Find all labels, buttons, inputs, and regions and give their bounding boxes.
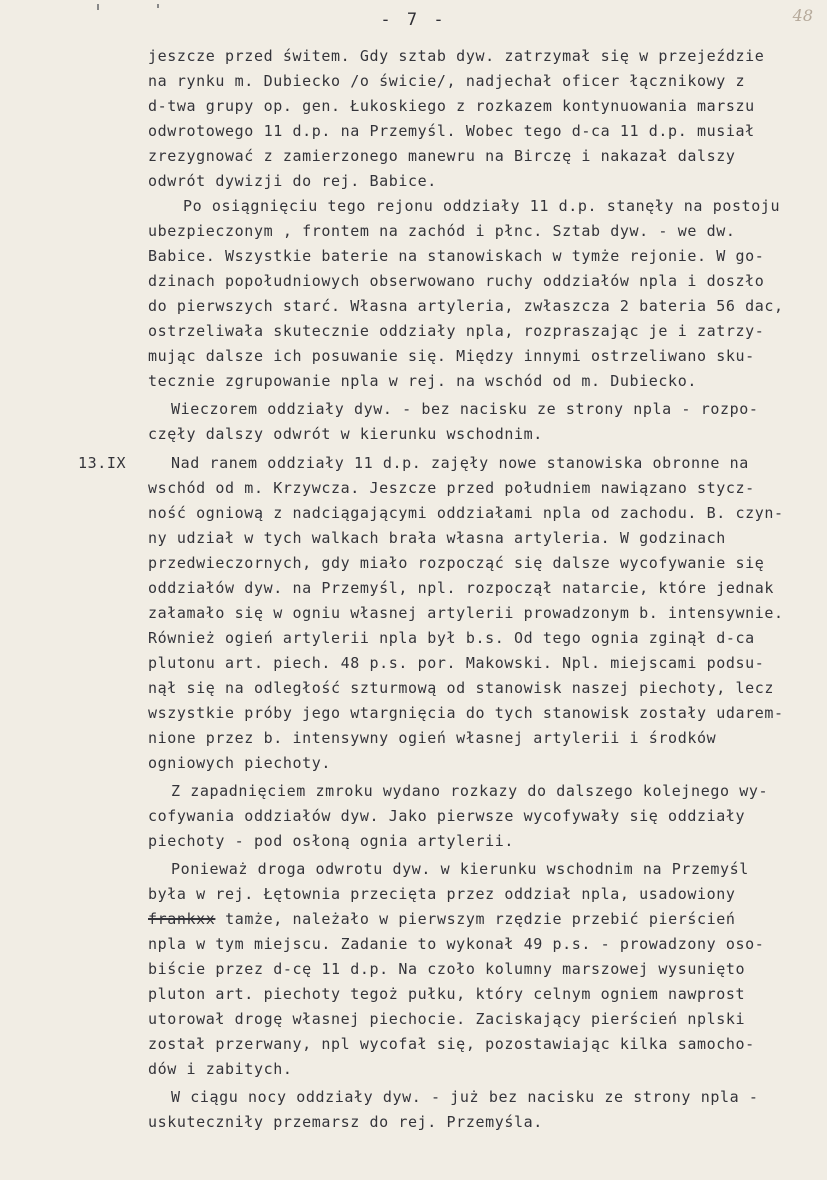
page-number: - 7 - [380, 10, 447, 30]
text-line: ogniowych piechoty. [148, 754, 331, 772]
text-line: na rynku m. Dubiecko /o świcie/, nadjechał oficer łącznikowy z [148, 72, 746, 90]
text-line-rest: tamże, należało w pierwszym rzędzie przebić pierścień [225, 910, 736, 928]
text-line: oddziałów dyw. na Przemyśl, npl. rozpoczął natarcie, które jednak [148, 579, 774, 597]
archive-page-mark: 48 [792, 6, 813, 25]
text-line: piechoty - pod osłoną ognia artylerii. [148, 832, 514, 850]
text-line: nął się na odległość szturmową od stanowisk naszej piechoty, lecz [148, 679, 774, 697]
text-line: ubezpieczonym , frontem na zachód i płnc. Sztab dyw. - we dw. [148, 222, 736, 240]
text-line [148, 909, 736, 929]
text-line: jeszcze przed świtem. Gdy sztab dyw. zatrzymał się w przejeździe [148, 47, 765, 65]
text-line: mując dalsze ich posuwanie się. Między innymi ostrzeliwano sku- [148, 347, 755, 365]
text-line: dów i zabitych. [148, 1060, 293, 1078]
text-line: zrezygnować z zamierzonego manewru na Birczę i nakazał dalszy [148, 147, 736, 165]
text-line: W ciągu nocy oddziały dyw. - już bez nacisku ze strony npla - [171, 1088, 759, 1106]
text-line: ność ogniową z nadciągającymi oddziałami npla od zachodu. B. czyn- [148, 504, 784, 522]
text-line: częły dalszy odwrót w kierunku wschodnim. [148, 425, 543, 443]
text-line: nione przez b. intensywny ogień własnej artylerii i środków [148, 729, 717, 747]
text-line: uskuteczniły przemarsz do rej. Przemyśla. [148, 1113, 543, 1131]
text-line: tecznie zgrupowanie npla w rej. na wschód od m. Dubiecko. [148, 372, 697, 390]
text-line: npla w tym miejscu. Zadanie to wykonał 49 p.s. - prowadzony oso- [148, 935, 765, 953]
date-marker: 13.IX [78, 454, 127, 472]
text-line: Nad ranem oddziały 11 d.p. zajęły nowe stanowiska obronne na [171, 454, 749, 472]
text-line: Również ogień artylerii npla był b.s. Od tego ognia zginął d-ca [148, 629, 755, 647]
text-line: pluton art. piechoty tegoż pułku, który celnym ogniem nawprost [148, 985, 746, 1003]
text-line: Z zapadnięciem zmroku wydano rozkazy do dalszego kolejnego wy- [171, 782, 769, 800]
text-line: Po osiągnięciu tego rejonu oddziały 11 d.p. stanęły na postoju [183, 197, 781, 215]
text-line: odwrotowego 11 d.p. na Przemyśl. Wobec tego d-ca 11 d.p. musiał [148, 122, 755, 140]
text-line: wschód od m. Krzywcza. Jeszcze przed południem nawiązano stycz- [148, 479, 755, 497]
text-line: załamało się w ogniu własnej artylerii prowadzonym b. intensywnie. [148, 604, 784, 622]
text-line: Babice. Wszystkie baterie na stanowiskach w tymże rejonie. W go- [148, 247, 765, 265]
text-line: ny udział w tych walkach brała własna artyleria. W godzinach [148, 529, 726, 547]
text-line: cofywania oddziałów dyw. Jako pierwsze wycofywały się oddziały [148, 807, 746, 825]
text-line: odwrót dywizji do rej. Babice. [148, 172, 437, 190]
text-line: biście przez d-cę 11 d.p. Na czoło kolumny marszowej wysunięto [148, 960, 746, 978]
text-line: przedwieczornych, gdy miało rozpocząć się dalsze wycofywanie się [148, 554, 765, 572]
text-line: ostrzeliwała skutecznie oddziały npla, rozpraszając je i zatrzy- [148, 322, 765, 340]
text-line: Ponieważ droga odwrotu dyw. w kierunku wschodnim na Przemyśl [171, 860, 749, 878]
text-line: został przerwany, npl wycofał się, pozostawiając kilka samocho- [148, 1035, 755, 1053]
text-line: do pierwszych starć. Własna artyleria, zwłaszcza 2 bateria 56 dac, [148, 297, 784, 315]
struck-word: frankxx [148, 910, 216, 928]
text-line: była w rej. Łętownia przecięta przez oddział npla, usadowiony [148, 885, 736, 903]
paper-speck [157, 4, 159, 8]
text-line: plutonu art. piech. 48 p.s. por. Makowski. Npl. miejscami podsu- [148, 654, 765, 672]
text-line: dzinach popołudniowych obserwowano ruchy oddziałów npla i doszło [148, 272, 765, 290]
text-line: wszystkie próby jego wtargnięcia do tych stanowisk zostały udarem- [148, 704, 784, 722]
text-line: Wieczorem oddziały dyw. - bez nacisku ze strony npla - rozpo- [171, 400, 759, 418]
text-line: d-twa grupy op. gen. Łukoskiego z rozkazem kontynuowania marszu [148, 97, 755, 115]
text-line: utorował drogę własnej piechocie. Zaciskający pierścień nplski [148, 1010, 746, 1028]
